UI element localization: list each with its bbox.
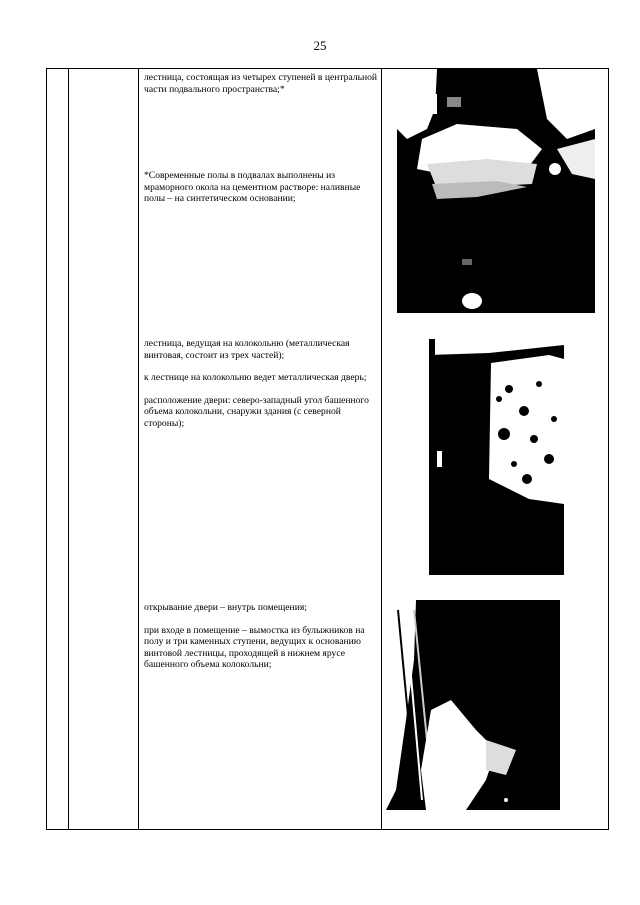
paragraph: к лестнице на колокольню ведет металлическая дверь; — [144, 372, 367, 384]
paragraph: при входе в помещение – вымостка из булыжников на полу и три каменных ступени, ведущих к основанию винтовой лестницы, проходящей в нижнем ярусе башенного объема колокольни; — [144, 624, 365, 671]
paragraph: открывание двери – внутрь помещения; — [144, 602, 307, 613]
row-2-text — [144, 338, 380, 441]
paragraph: лестница, ведущая на колокольню (металлическая винтовая, состоит из трех частей); — [144, 338, 350, 361]
row-1-text — [144, 72, 380, 106]
page-number: 25 — [313, 38, 327, 53]
row-3-text — [144, 602, 380, 682]
photo-spiral-stair-base — [386, 600, 560, 810]
column-divider — [381, 69, 382, 829]
photo-bell-tower-door — [429, 339, 564, 575]
photo-basement-stairs — [397, 69, 595, 313]
paragraph: лестница, состоящая из четырех ступеней в центральной части подвального пространства;* — [144, 72, 378, 95]
footnote: *Современные полы в подвалах выполнены из мраморного окола на цементном растворе: наливные полы – на синтетическом основании; — [144, 170, 361, 205]
column-divider — [138, 69, 139, 829]
row-1-note — [144, 170, 380, 216]
paragraph: расположение двери: северо-западный угол башенного объема колокольни, снаружи здания (с северной стороны); — [144, 394, 369, 429]
column-divider — [68, 69, 69, 829]
